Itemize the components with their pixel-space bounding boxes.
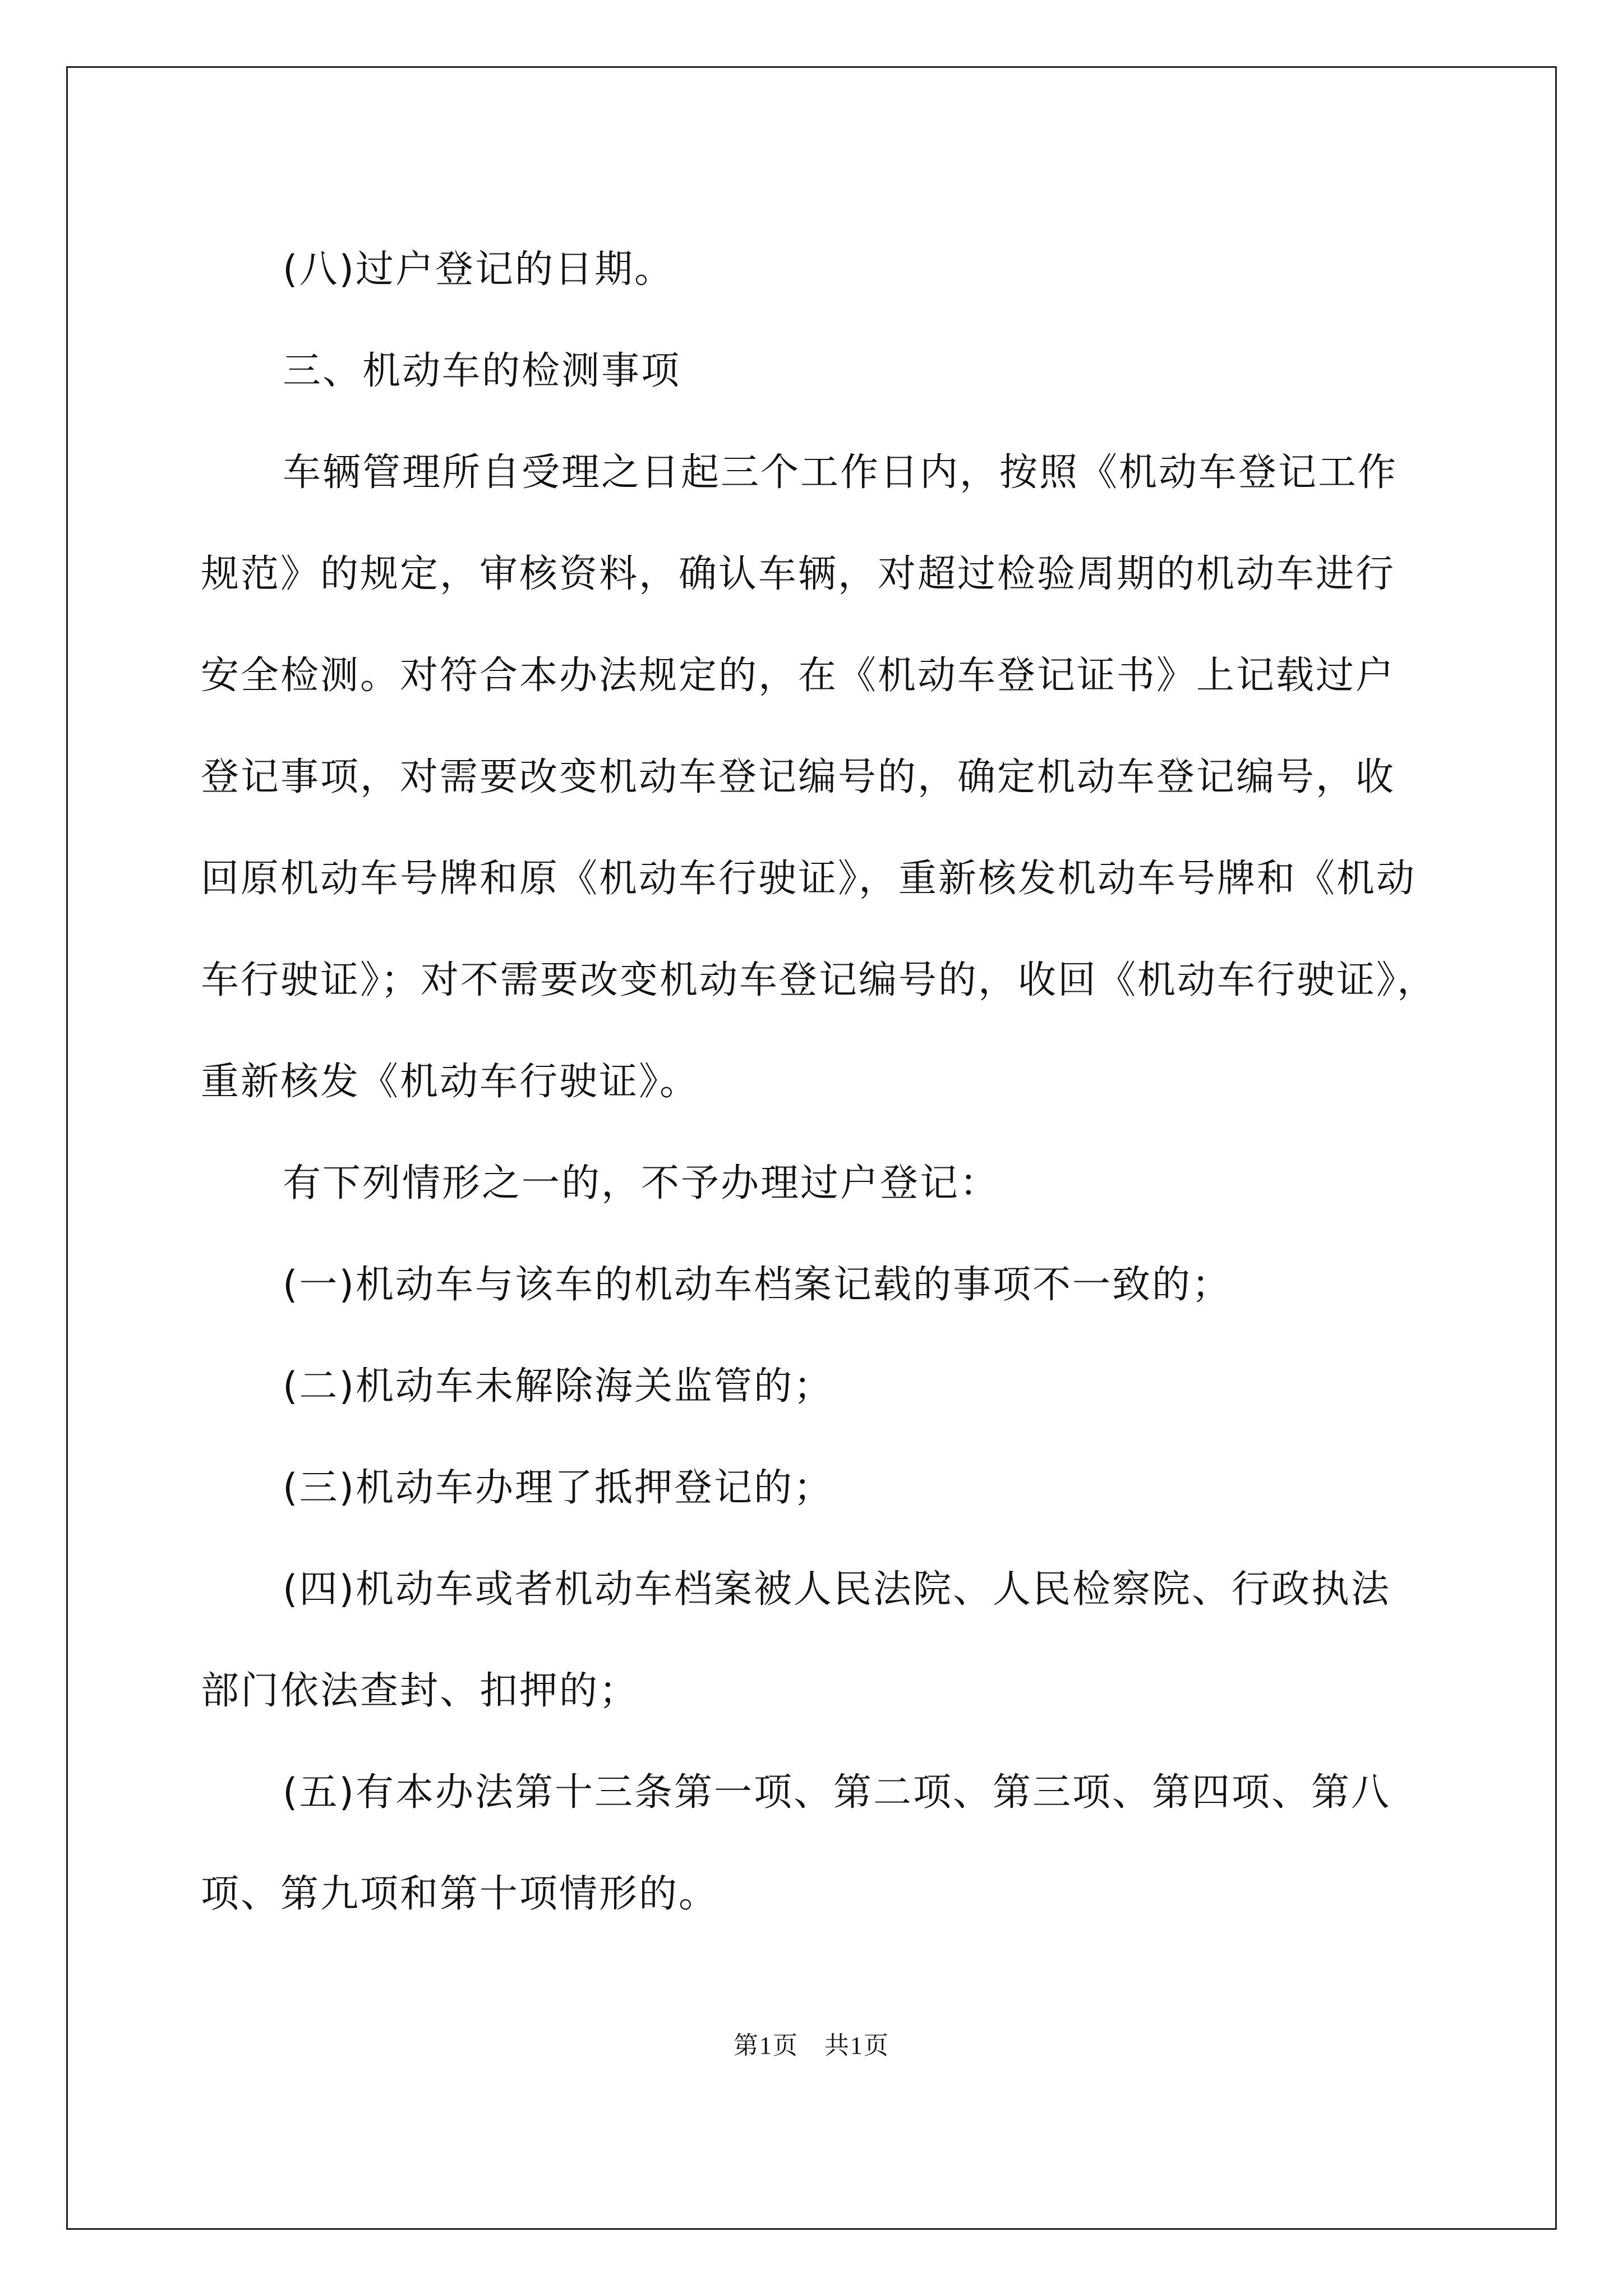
text-line: 规范》的规定，审核资料，确认车辆，对超过检验周期的机动车进行 bbox=[201, 552, 1396, 596]
text-line: 登记事项，对需要改变机动车登记编号的，确定机动车登记编号，收 bbox=[201, 755, 1396, 799]
text-line: 三、机动车的检测事项 bbox=[283, 349, 681, 393]
text-line: 回原机动车号牌和原《机动车行驶证》，重新核发机动车号牌和《机动 bbox=[201, 857, 1417, 901]
text-line: 车行驶证》；对不需要改变机动车登记编号的，收回《机动车行驶证》， bbox=[201, 958, 1437, 1002]
text-line: (三)机动车办理了抵押登记的； bbox=[283, 1466, 834, 1510]
text-line: (二)机动车未解除海关监管的； bbox=[283, 1364, 834, 1409]
text-line: (四)机动车或者机动车档案被人民法院、人民检察院、行政执法 bbox=[283, 1567, 1391, 1612]
text-line: 重新核发《机动车行驶证》。 bbox=[201, 1060, 700, 1104]
text-line: 部门依法查封、扣押的； bbox=[201, 1669, 639, 1713]
text-line: 有下列情形之一的，不予办理过户登记： bbox=[283, 1161, 1000, 1205]
text-line: 项、第九项和第十项情形的。 bbox=[201, 1872, 719, 1916]
text-line: 车辆管理所自受理之日起三个工作日内，按照《机动车登记工作 bbox=[283, 450, 1398, 495]
text-line: (五)有本办法第十三条第一项、第二项、第三项、第四项、第八 bbox=[283, 1770, 1391, 1815]
document-body bbox=[201, 219, 1468, 1945]
text-line: 安全检测。对符合本办法规定的，在《机动车登记证书》上记载过户 bbox=[201, 654, 1396, 698]
text-line: (一)机动车与该车的机动车档案记载的事项不一致的； bbox=[283, 1263, 1232, 1307]
page-number-footer: 第1页 共1页 bbox=[734, 2032, 889, 2059]
text-line: (八)过户登记的日期。 bbox=[283, 247, 675, 292]
